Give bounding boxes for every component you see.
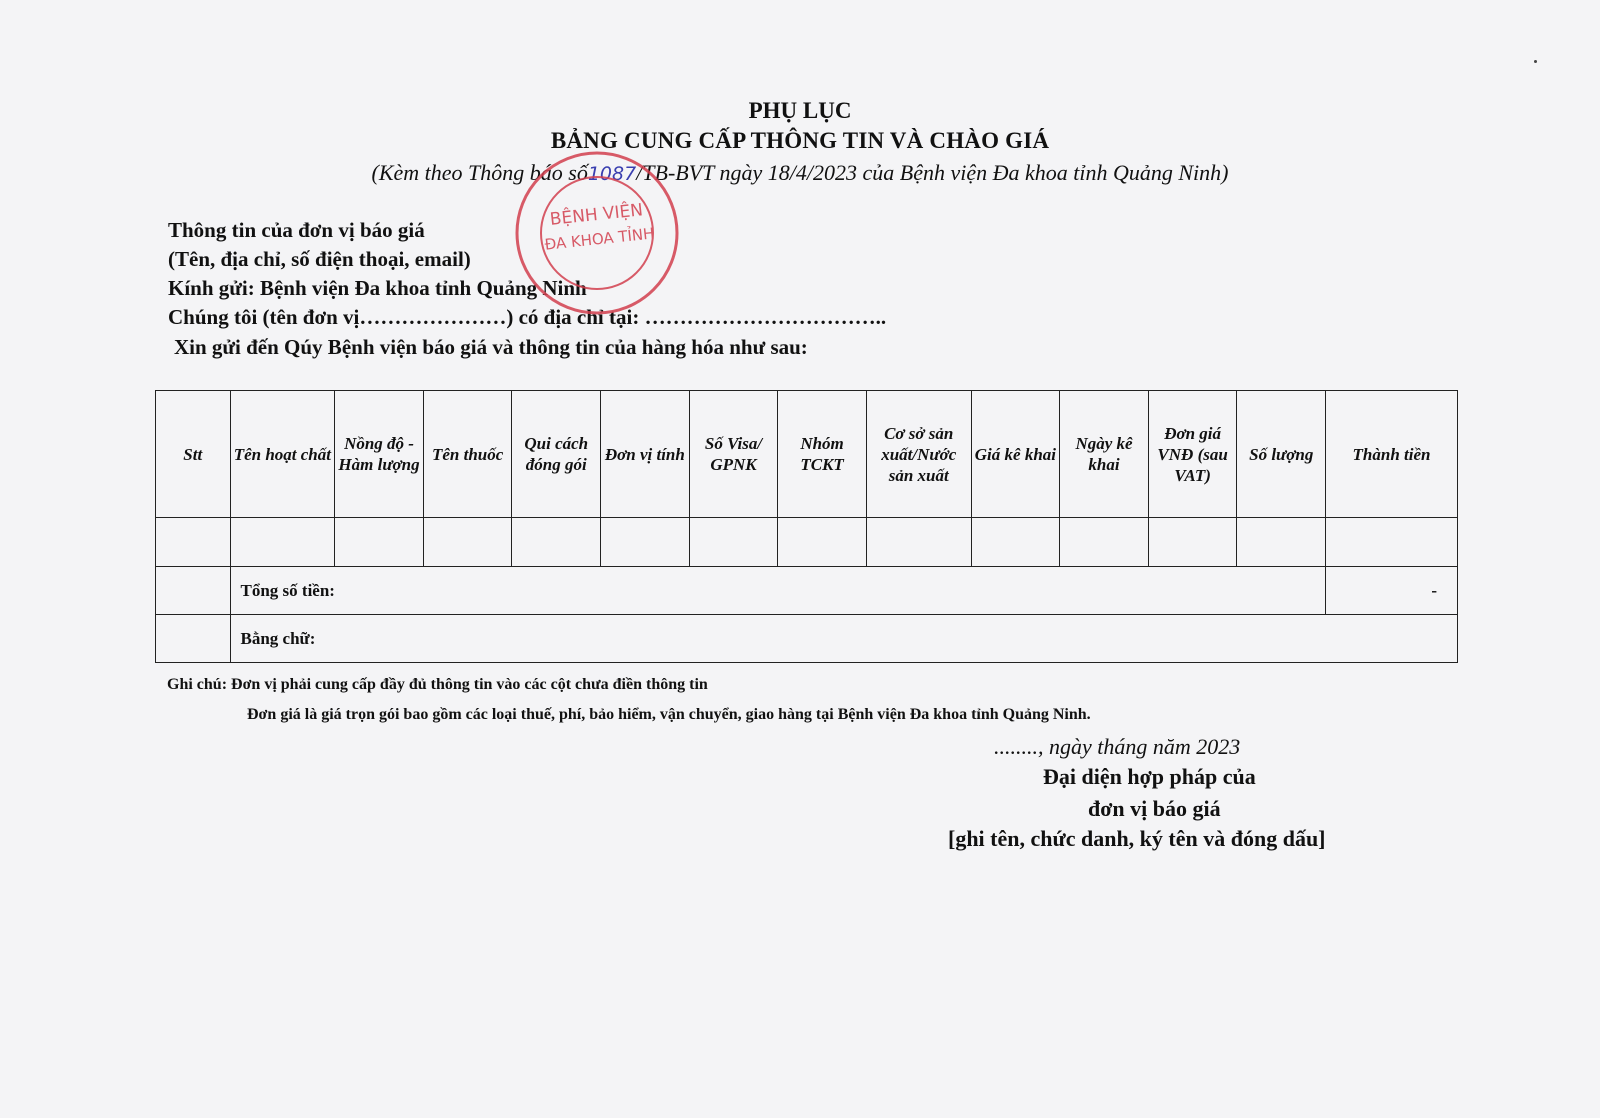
table-cell [156,615,231,663]
table-row [156,518,1458,567]
handwritten-number: 1087 [587,163,637,185]
total-value: - [1326,567,1458,615]
header-cell: Giá kê khai [971,391,1060,518]
table-cell [230,518,335,567]
info-line-2: (Tên, địa chỉ, số điện thoại, email) [168,247,471,271]
table-cell [601,518,690,567]
header-cell: Đơn vị tính [601,391,690,518]
amount-in-words-row [156,615,1458,663]
reference-line [0,160,1600,186]
header-cell: Qui cách đóng gói [512,391,601,518]
table-cell [156,567,231,615]
reference-suffix: /TB-BVT ngày 18/4/2023 của Bệnh viện Đa khoa tỉnh Quảng Ninh) [636,160,1229,185]
scan-speck [1534,60,1537,63]
table-cell [156,518,231,567]
signature-title-2: đơn vị báo giá [1088,796,1221,821]
header-cell: Tên thuốc [423,391,512,518]
reference-prefix: (Kèm theo Thông báo số [371,160,588,185]
signature-title-1: Đại diện hợp pháp của [1043,764,1256,789]
table-cell [689,518,778,567]
header-cell: Ngày kê khai [1060,391,1149,518]
info-line-1: Thông tin của đơn vị báo giá [168,218,425,242]
table-header-row [156,391,1458,518]
quotation-table [155,390,1458,663]
annex-title: PHỤ LỤC [748,98,852,123]
total-row [156,567,1458,615]
table-cell [1060,518,1149,567]
signature-instruction: [ghi tên, chức danh, ký tên và đóng dấu] [948,826,1326,851]
signature-date-line: ........, ngày tháng năm 2023 [994,734,1241,759]
note-line-2: Đơn giá là giá trọn gói bao gồm các loại thuế, phí, bảo hiểm, vận chuyển, giao hàng tại Bệnh viện Đa khoa tỉnh Quảng Ninh. [247,706,1091,723]
form-title: BẢNG CUNG CẤP THÔNG TIN VÀ CHÀO GIÁ [550,128,1050,153]
table-cell [1148,518,1237,567]
header-cell: Số Visa/ GPNK [689,391,778,518]
amount-in-words-label: Bằng chữ: [230,615,1458,663]
table-cell [1237,518,1326,567]
header-cell: Nhóm TCKT [778,391,867,518]
header-cell: Số lượng [1237,391,1326,518]
header-cell: Stt [156,391,231,518]
header-cell: Thành tiền [1326,391,1458,518]
table-cell [971,518,1060,567]
table-cell [778,518,867,567]
stamp-text-1: BỆNH VIỆN [548,200,644,230]
header-cell: Đơn giá VNĐ (sau VAT) [1148,391,1237,518]
header-cell: Nồng độ - Hàm lượng [335,391,424,518]
table-cell [423,518,512,567]
header-cell: Cơ sở sản xuất/Nước sản xuất [866,391,971,518]
table-cell [1326,518,1458,567]
table-cell [512,518,601,567]
info-line-5: Xin gửi đến Qúy Bệnh viện báo giá và thông tin của hàng hóa như sau: [174,335,808,359]
header-cell: Tên hoạt chất [230,391,335,518]
info-line-4: Chúng tôi (tên đơn vị…………………) có địa chỉ tại: …………………………….. [168,305,887,329]
table-cell [335,518,424,567]
total-label: Tổng số tiền: [230,567,1326,615]
note-line-1: Ghi chú: Đơn vị phải cung cấp đầy đủ thông tin vào các cột chưa điền thông tin [167,676,708,693]
table-cell [866,518,971,567]
stamp-text-2: ĐA KHOA TỈNH [543,224,656,254]
info-line-3: Kính gửi: Bệnh viện Đa khoa tỉnh Quảng Ninh [168,276,587,300]
